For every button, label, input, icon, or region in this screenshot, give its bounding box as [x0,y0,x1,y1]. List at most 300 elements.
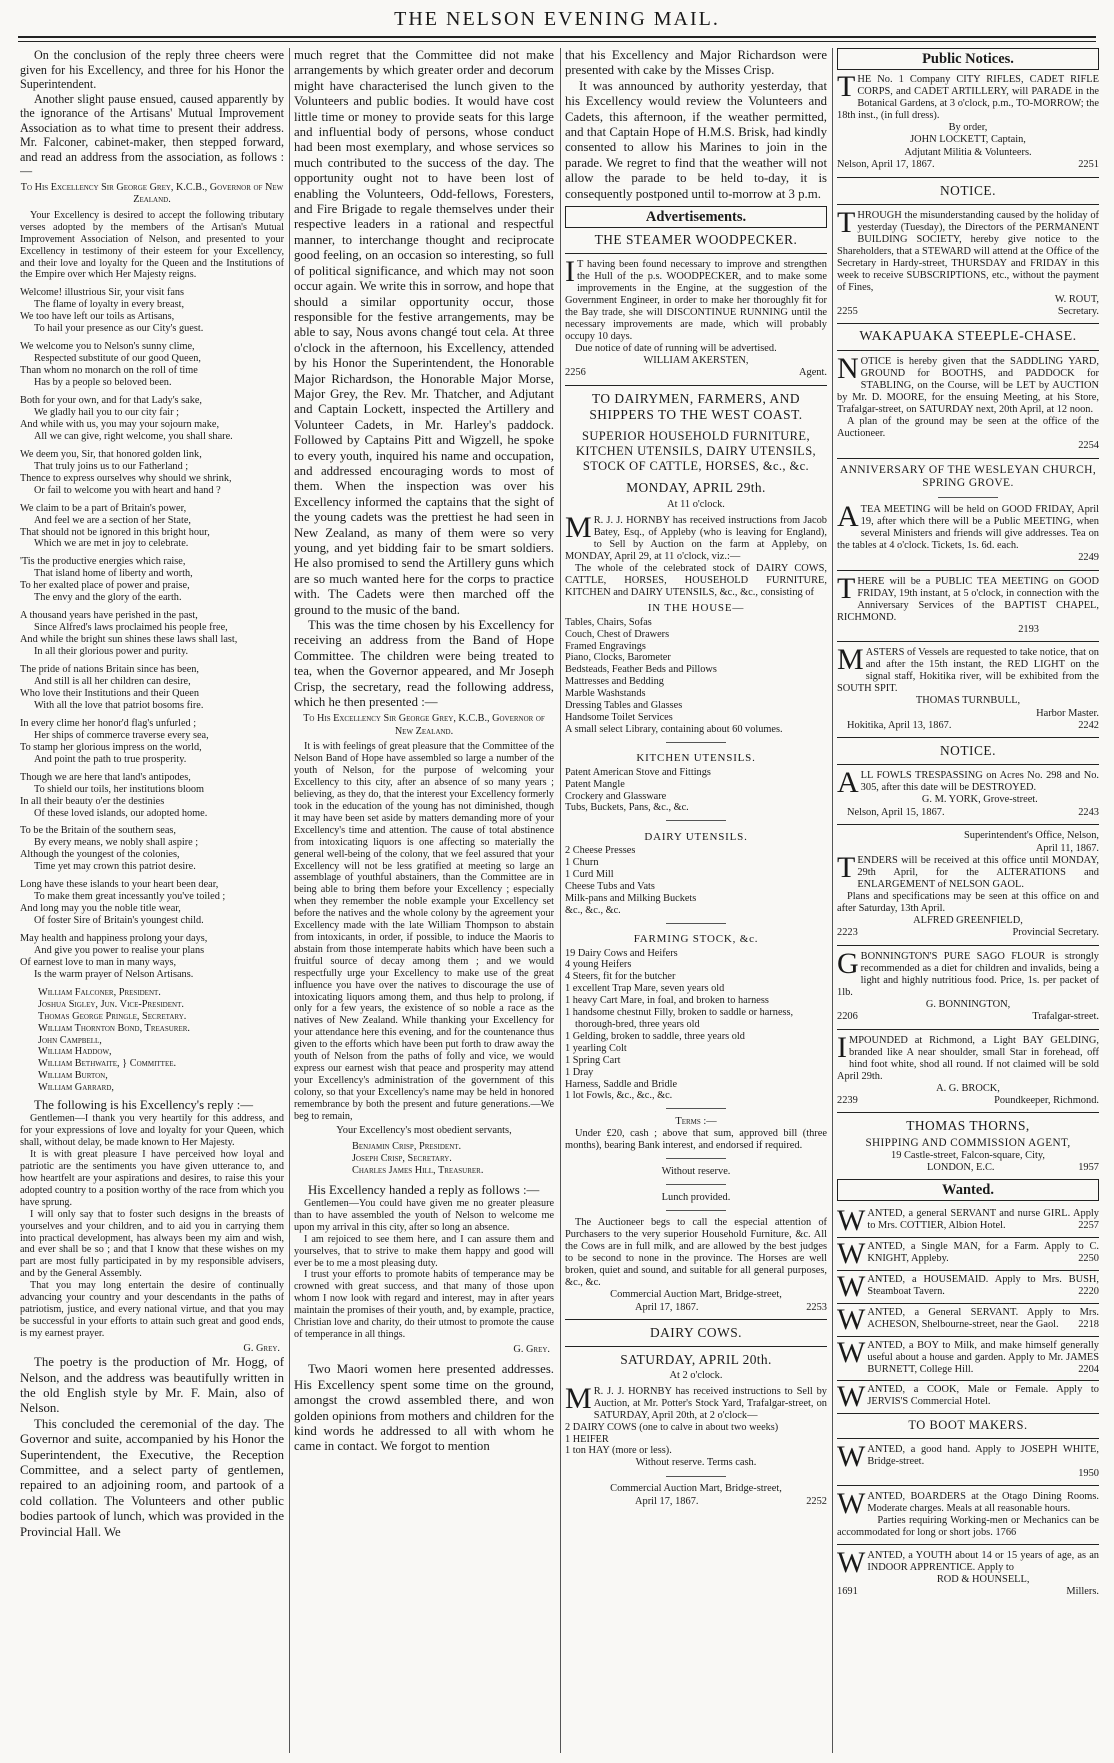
verse-line: That island home of liberty and worth, [34,568,193,580]
ad-role: Harbor Master. [1036,707,1099,719]
column-1 [20,48,284,1753]
rule [837,1029,1099,1030]
ad-title: THOMAS THORNS, [906,1118,1030,1134]
stanza [20,556,284,604]
verse-line: That truly joins us to our Fatherland ; [34,460,189,472]
ad-footer [837,159,1099,171]
column-3 [565,48,827,1753]
ad-footer [565,1496,827,1508]
ad-address: Trafalgar-street. [1032,1011,1099,1023]
ad-number: 2252 [806,1495,827,1507]
ad-date: MONDAY, APRIL 29th. [626,479,766,495]
verse-line: The pride of nations Britain since has been, [20,664,199,676]
ad-text: WANTED, a YOUTH about 14 or 15 years of age, as an INDOOR APPRENTICE. Apply to [837,1546,1099,1580]
ad-office: Superintendent's Office, Nelson, [964,830,1099,842]
signatory: William Falconer, President. [38,986,161,998]
signatory: Joseph Crisp, Secretary. [352,1152,452,1164]
list-item: 4 Steers, fit for the butcher [565,971,676,983]
address-text: Your Excellency is desired to accept the following tributary verses adopted by the members of the Artisan's Mutual Improvement Association of Nelson, and presented to your Excellency in testimony of their esteem for your Excellency, and their love and loyalty for the Queen and the Institutions of the Empire over which Her Majesty reigns. [20,209,284,281]
list-heading: Terms :— [675,1115,717,1127]
ad-time: At 11 o'clock. [667,498,725,510]
verse-line: We gladly hail you to our city fair ; [34,406,180,418]
ad-note: Lunch provided. [661,1191,731,1203]
ad-title: TO BOOT MAKERS. [908,1417,1028,1432]
ad-text: IMPOUNDED at Richmond, a Light BAY GELDING, branded like A near shoulder, small Star in forehead, off hind foot white, shod all round. If not claimed will be sold April 29th. [837,1030,1099,1082]
section-header-advertisements: Advertisements. [565,206,827,228]
ad-signature: G. BONNINGTON, [925,998,1011,1010]
verse-line: The flame of loyalty in every breast, [34,299,185,311]
verse-line: We claim to be a part of Britain's power, [20,502,187,514]
ad-body: ANTED, a HOUSEMAID. Apply to Mrs. BUSH, Steamboat Tavern. [867,1273,1099,1297]
ad-number: 2204 [1078,1363,1099,1375]
ad-text: MASTERS of Vessels are requested to take notice, that on and after the 15th instant, the RED LIGHT on the signal staff, Hokitika river, will be exhibited from the SOUTH SPIT. [837,643,1099,695]
verse-line: To shield our toils, her institutions bloom [34,783,205,795]
verse-line: That should not be ignored in this bright hour, [20,526,210,538]
stanza [20,879,284,927]
verse-line: May health and happiness prolong your days, [20,933,208,945]
ad-text: M R. J. J. HORNBY has received instructions to Sell by Auction, at Mr. Potter's Stock Yard, Trafalgar-street, on SATURDAY, April 20th, at 2 o'clock— [565,1381,827,1421]
list-item: Milk-pans and Milking Buckets [565,892,697,904]
list-item: 1 ton HAY (more or less). [565,1445,672,1457]
rule [565,1319,827,1320]
verse-line: In all their glorious power and purity. [34,646,189,658]
wanted-ad [837,1381,1099,1414]
verse-line: And while the bright sun shines these laws shall last, [20,634,238,646]
signatories [294,1141,554,1177]
ad-role: Agent. [799,367,827,379]
ad-text: THROUGH the misunderstanding caused by the holiday of yesterday (Tuesday), the Directors of the PERMANENT BUILDING SOCIETY, hereby give notice to the Shareholders, that a STEWARD will attend at the Office of the Secretary in Hardy-street, THURSDAY and FRIDAY in this week to receive SUBSCRIPTIONS, etc., without the payment of Fines, [837,205,1099,293]
column-rule [832,48,833,1753]
verse-line: Thence to express ourselves why should we shrink, [20,472,232,484]
masthead: THE NELSON EVENING MAIL. [394,8,720,30]
stanza [20,449,284,497]
ad-role: Secretary. [1057,306,1099,318]
signature: G. Grey. [243,1342,280,1354]
ad-text: WANTED, a good hand. Apply to JOSEPH WHITE, Bridge-street. [837,1439,1099,1473]
closing: Your Excellency's most obedient servants, [336,1125,512,1137]
ad-address: 19 Castle-street, Falcon-square, City, [891,1149,1045,1161]
rule [837,204,1099,205]
ad-text: ALL FOWLS TRESPASSING on Acres No. 298 and No. 305, after this date will be DESTROYED. [837,766,1099,800]
stanza [20,610,284,658]
ad-text: M R. J. J. HORNBY has received instructions from Jacob Batey, Esq., of Appleby (who is leaving for England), to Sell by Auction on the farm at Appleby, on MONDAY, April 29, at 11 o'clock, viz.:— [565,511,827,563]
ad-number: 2220 [1078,1285,1099,1297]
verse-line: And while with us, you may your sojourn make, [20,418,220,430]
ad-subtitle: SUPERIOR HOUSEHOLD FURNITURE, KITCHEN UTENSILS, DAIRY UTENSILS, STOCK OF CATTLE, HORSES, &c., &c. [575,428,817,473]
list-item: Couch, Chest of Drawers [565,628,670,640]
list-item: Handsome Toilet Services [565,711,673,723]
verse-line: We deem you, Sir, that honored golden link, [20,448,202,460]
paragraph: much regret that the Committee did not make arrangements by which greater order and decorum might have characterised the lunch given to the Volunteers and public bodies. It would have cost little time or money to provide seats for this large and influential body of persons, whose conduct had been most exemplary, and whose services so much contributed to the success of the day. The opportunity ought not to have been lost of enabling the Volunteers, Odd-fellows, Foresters, and Fire Brigade to regale themselves under their respective leaders in a rational and respectful manner, to interchange thought and reciprocate good feeling, on an occasion so interesting, so full of political significance, and which may not soon occur again. We write this in sorrow, and hope that should a similar opportunity occur, those responsible for the festive arrangements, may be able to say, Nous avons changé tout cela. At three o'clock in the afternoon, his Excellency, attended by his Honor the Superintendent, the Honorable Major Richardson, the Honorable Major Morse, Major Grey, the Rev. Mr. Thatcher, and Adjutant and Captain Lockett, inspected the Artillery and Volunteer Cadets, in Mr. Harley's paddock. Followed by Captains Pitt and Wigzell, he spoke to every youth, inquired his name and occupation, and addressed encouraging words to most of them. When the inspection was over his Excellency informed the captains that the sight of the young cadets was the prettiest he had seen in New Zealand, as many of them were so very young, and yet bidding fair to be smart soldiers. He also promised to send the Artillery guns which are so much wanted here for the corps to practice with. The Cadets were then marched off the ground to the music of the band. [294,48,554,617]
list-item: 1 Curd Mill [565,869,614,881]
list-item: 2 DAIRY COWS (one to calve in about two weeks) [565,1421,779,1433]
ad-number: 2243 [1078,806,1099,818]
verse-line: In every clime her honor'd flag's unfurled ; [20,717,197,729]
verse-line: Time yet may crown this patriot desire. [34,861,196,873]
verse-line: In all their beauty o'er the destinies [20,795,165,807]
list-item: 1 heavy Cart Mare, in foal, and broken to harness [565,995,769,1007]
verse-line: Since Alfred's laws proclaimed his people free, [34,622,228,634]
verse-line: With all the love that patriot bosoms fire. [34,699,204,711]
list-heading: IN THE HOUSE— [647,602,745,615]
list-item: Crockery and Glassware [565,790,667,802]
reply-paragraph: I will only say that to foster such designs in the breasts of yourselves and your children, and to aid you in carrying them into practical development, has always been my aim and wish, and ever shall be so ; and that I know that these wishes on my part are most fully participated in by my responsible advisers, and by the General Assembly. [20,1208,284,1280]
verse-line: And long may you the noble title wear, [20,903,181,915]
verse-line: And feel we are a section of her State, [34,514,191,526]
ad-footer [837,1162,1099,1174]
rule [837,570,1099,571]
verse-line: Has by a people so beloved been. [34,377,172,389]
ad-role: Provincial Secretary. [1012,927,1099,939]
reply-paragraph: Gentlemen—I thank you very heartily for this address, and for your expressions of love and loyalty for your Queen, which shall, without delay, be made known to Her Majesty. [20,1113,284,1149]
list-item: Framed Engravings [565,640,646,652]
ad-footer [837,1586,1099,1598]
item-list [565,1422,827,1458]
list-item: 1 HEIFER [565,1433,609,1445]
ad-note: Without reserve. [661,1165,731,1177]
ad-text: TENDERS will be received at this office until MONDAY, 29th April, for the ALTERATIONS and ENLARGEMENT of NELSON GAOL. [837,850,1099,890]
ad-signature: JOHN LOCKETT, Captain, [910,134,1026,146]
rule [565,1102,827,1115]
rule [837,491,1099,504]
list-item: 19 Dairy Cows and Heifers [565,947,678,959]
ad-signature: ROD & HOUNSELL, [936,1574,1030,1586]
paragraph: Two Maori women here presented addresses. His Excellency spent some time on the ground, amongst the crowd assembled there, and won golden opinions from mothers and children for the kind words he addressed to all with whom he came in contact. We forgot to mention [294,1362,554,1454]
verse-line: Although the youngest of the colonies, [20,849,180,861]
list-item: Cheese Tubs and Vats [565,880,655,892]
verse-line: And give you power to realise your plans [34,945,205,957]
reply-paragraph: I am rejoiced to see them here, and I can assure them and yourselves, that to strive to make them happy and good will ever be to me a most pleasing duty. [294,1233,554,1269]
verse-line: Respected substitute of our good Queen, [34,353,202,365]
verse-line: Of these loved islands, our adopted home. [34,807,208,819]
ad-footer [837,306,1099,318]
ad-title: NOTICE. [940,182,996,198]
ad-body: ANTED, a general SERVANT and nurse GIRL. Apply to Mrs. COTTIER, Albion Hotel. [867,1207,1099,1231]
verse-line: Is the warm prayer of Nelson Artisans. [34,968,194,980]
list-item: 1 Churn [565,857,599,869]
ad-signature: WILLIAM AKERSTEN, [643,355,749,367]
paragraph: His Excellency handed a reply as follows :— [308,1182,540,1197]
ad-number: 2256 [565,367,586,379]
ad-number: 2253 [806,1301,827,1313]
wanted-ad [837,1238,1099,1271]
reply-paragraph: It is with great pleasure I have perceived how loyal and patriotic are the sentiments you have given utterance to, and how heartfelt are your aspirations and desires, to raise this your adopted country to a position worthy of the race from which you have sprung. [20,1149,284,1208]
ad-text: ATEA MEETING will be held on GOOD FRIDAY, April 19, after which there will be a Public MEETING, when several Ministers and friends will give addresses. Tea on the tables at 4 o'clock. Tickets, 1s. 6d. each. [837,500,1099,552]
signatory: William Garrard, [38,1082,114,1094]
ad-footer [837,1095,1099,1107]
paragraph: It was announced by authority yesterday, that his Excellency would review the Volunteers and Cadets, this afternoon, if the weather permitted, and that Captain Hope of H.M.S. Brisk, had kindly consented to allow his Marines to join in the parade. We regret to find that the weather will not allow the parade to be held to-day, it is consequently postponed until to-morrow at 3 p.m. [565,78,827,201]
ad-number: 2255 [837,306,858,318]
list-heading: DAIRY UTENSILS. [644,830,748,843]
signature: G. Grey. [513,1343,550,1355]
verse-line: To her exalted place of power and praise, [20,580,190,592]
ad-place: Nelson, April 15, 1867. [847,806,945,818]
ad-role: Millers. [1066,1586,1099,1598]
ad-signature: W. ROUT, [1054,293,1099,305]
ad-body: ANTED, a Single MAN, for a Farm. Apply to C. KNIGHT, Appleby. [867,1240,1099,1264]
ad-text: I T having been found necessary to improve and strengthen the Hull of the p.s. WOODPECKER, and to make some improvements in the Engine, at the suggestion of the Government Engineer, in order to make her thoroughly fit for the Bay trade, she will DISCONTINUE RUNNING until the necessary improvements are made, which will probably occupy 10 days. [565,255,827,343]
ad-number: 2193 [1018,623,1039,635]
list-item: 4 young Heifers [565,959,632,971]
ad-date: April 17, 1867. [635,1495,699,1507]
signatory: William Thornton Bond, Treasurer. [38,1022,190,1034]
rule [565,814,827,827]
rule [565,917,827,930]
stanza [20,933,284,981]
column-rule [560,48,561,1753]
verse-line: Welcome! illustrious Sir, your visit fans [20,287,185,299]
column-rule [289,48,290,1753]
reply-paragraph: That you may long entertain the desire of continually advancing your country and your descendants in the paths of patriotism, justice, and every national virtue, and that you may be successful in your efforts to attain such great and good ends, is my earnest prayer. [20,1280,284,1339]
ad-signature: ALFRED GREENFIELD, [913,914,1023,926]
address-heading: To His Excellency Sir George Grey, K.C.B., Governor of New Zealand. [20,181,284,206]
rule [837,641,1099,642]
verse-line: Though we are here that land's antipodes, [20,771,191,783]
ad-text: Plans and specifications may be seen at this office on and after Saturday, 13th April. [837,890,1099,914]
list-item: 1 excellent Trap Mare, seven years old [565,983,725,995]
verse-line: We welcome you to Nelson's sunny clime, [20,341,195,353]
stanza [20,287,284,335]
ad-number: 1766 [995,1527,1017,1539]
paragraph: This concluded the ceremonial of the day. The Governor and suite, accompanied by his Honor the Superintendent, the Executive, the Reception Committee, and a select party of gentlemen, repaired to an adjoining room, and partook of a cold collation. The Volunteers and other public bodies partook of lunch, which was provided in the Provincial Hall. We [20,1416,284,1539]
rule [837,945,1099,946]
list-item: 1 Dray [565,1066,594,1078]
ad-body: ANTED, a General SERVANT. Apply to Mrs. ACHESON, Shelbourne-street, near the Gaol. [867,1306,1099,1330]
reply-paragraph: I trust your efforts to promote habits of temperance may be crowned with great success, and that many of those upon whom I now look with regard and interest, may in after years maintain the promises of their youth, and, by example, practice, Christian love and charity, do their utmost to promote the cause of temperance in all things. [294,1269,554,1340]
paragraph: that his Excellency and Major Richardson were presented with cake by the Misses Crisp. [565,48,827,78]
verse-line: A thousand years have perished in the past, [20,610,198,622]
stanza [20,718,284,766]
ad-place: Nelson, April 17, 1867. [837,159,935,171]
ad-text: The whole of the celebrated stock of DAIRY COWS, CATTLE, HORSES, HOUSEHOLD FURNITURE, KITCHEN and DAIRY UTENSILS, &c., &c., consisting of [565,563,827,599]
rule [837,1438,1099,1439]
verse-line: To hail your presence as our City's guest. [34,323,204,335]
ad-number: 2223 [837,927,858,939]
ad-text: A plan of the ground may be seen at the office of the Auctioneer. [837,416,1099,440]
list-item: 1 yearling Colt [565,1042,627,1054]
ad-footer [837,807,1099,819]
rule [837,1112,1099,1113]
list-item: 2 Cheese Presses [565,845,636,857]
signatory: John Campbell, [38,1034,102,1046]
ad-text: Due notice of date of running will be advertised. [575,343,777,355]
ad-note: By order, [948,122,988,133]
ad-city: LONDON, E.C. [927,1162,995,1174]
verse-line: Or fail to welcome you with heart and hand ? [34,484,221,496]
rule [837,737,1099,738]
verse-line: Of foster Sire of Britain's youngest child. [34,915,204,927]
ad-text: Parties requiring Working-men or Mechanics can be accommodated for long or short jobs. 1766 [837,1515,1099,1539]
item-list [565,767,827,815]
ad-date: April 17, 1867. [635,1301,699,1313]
rule [565,736,827,749]
ad-number: 2206 [837,1011,858,1023]
ad-number: 1950 [1078,1467,1099,1479]
paragraph: This was the time chosen by his Excellency for receiving an address from the Band of Hope Committee. The children were being treated to tea, when the Governor appeared, and Mr Joseph Crisp, the secretary, read the following address, which he then presented :— [294,618,554,710]
rule [837,1485,1099,1486]
paragraph: The poetry is the production of Mr. Hogg, of Nelson, and the address was beautifully written in the old English style by Mr. F. Main, also of Nelson. [20,1355,284,1416]
rule [565,253,827,254]
ad-text: WANTED, a general SERVANT and nurse GIRL. Apply to Mrs. COTTIER, Albion Hotel. 2257 [837,1203,1099,1237]
reply-text [20,1113,284,1339]
address-heading: To His Excellency Sir George Grey, K.C.B., Governor of New Zealand. [303,713,545,737]
signatory: William Bethwaite, } Committee. [38,1058,177,1070]
rule [837,177,1099,178]
list-item: Marble Washstands [565,688,646,700]
ad-footer [837,1011,1099,1023]
ad-text: WANTED, a General SERVANT. Apply to Mrs. ACHESON, Shelbourne-street, near the Gaol. 2218 [837,1302,1099,1336]
masthead-rule [18,36,1096,42]
address-paragraph: It is with feelings of great pleasure that the Committee of the Nelson Band of Hope have assembled so large a number of the youth of Nelson, for the purpose of welcoming your Excellency to this city, after an absence of so many years ; believing, as they do, that the interest your Excellency formerly took in the education of the young has not diminished, though it may have been set aside by matters demanding more of your Excellency's time and attention. The cause of total abstinence from intoxicating liquors is one affecting so materially the general well-being of the colony, that we feel assured that your Excellency will not be less gratified at meeting so large an assemblage of youthful abstainers, than the Committee are in being able to bring them before your Excellency ; especially when they remember the noble example your Excellency set before the natives and the whole colony by the agreement your Excellency made with the late William Thompson to abstain from intoxicants, in order, if possible, to induce the Maoris to abstain from those intemperate habits which have been such a fruitful source of decay among them ; and we would respectfully urge your Excellency to make use of the great influence you have over the natives to discourage the use of intoxicating liquors among them, and thus help to prolong, if only for a few years, the existence of so noble a race as the natives of New Zealand. While thanking your Excellency for your attendance here this evening, and for the countenance thus given to the efforts which have been put forth to draw away the youth of Nelson from the paths of folly and vice, we would express our earnest wish that peace and prosperity may attend your Excellency's administration of the government of this colony, so that your Excellency's name may be held in honored remembrance by both the present and future generations.—We beg to remain, [294,741,554,1122]
ad-title: TO DAIRYMEN, FARMERS, AND SHIPPERS TO THE WEST COAST. [589,390,803,422]
paragraph: On the conclusion of the reply three cheers were given for his Excellency, and three for his Honor the Superintendent. [20,48,284,92]
ad-title: DAIRY COWS. [649,1325,743,1341]
ad-time: At 2 o'clock. [669,1370,723,1382]
list-item: Harness, Saddle and Bridle [565,1078,678,1090]
ad-place: Hokitika, April 13, 1867. [847,719,952,731]
ad-subtitle: SHIPPING AND COMMISSION AGENT, [865,1137,1071,1150]
verse-line: To stamp her glorious impress on the world, [20,741,202,753]
list-item: 1 Spring Cart [565,1054,621,1066]
list-item: 1 lot Fowls, &c., &c., &c. [565,1090,673,1102]
ad-body: ANTED, a BOY to Milk, and make himself generally useful about a house and garden. Apply to Mr. JAMES BURNETT, College Hill. [867,1339,1099,1375]
list-item: Piano, Clocks, Barometer [565,652,671,664]
signatory: Thomas George Pringle, Secretary. [38,1010,187,1022]
item-list [565,845,827,916]
rule [565,1152,827,1165]
verse-line: To be the Britain of the southern seas, [20,825,176,837]
verse-line: Her ships of commerce traverse every sea, [34,729,209,741]
verse-line: The envy and the glory of the earth. [34,592,182,604]
verse-line: And point the path to true prosperity. [34,753,187,765]
list-item: Tables, Chairs, Sofas [565,616,652,628]
ad-number: 2257 [1078,1219,1099,1231]
ad-footer [565,367,827,379]
reply-paragraph: Gentlemen—You could have given me no greater pleasure than to have assembled the youth of Nelson to welcome me upon my arrival in this city, after so long an absence. [294,1198,554,1233]
verse-line: Which we are met in joy to celebrate. [34,538,189,550]
wanted-ad [837,1205,1099,1238]
stanza [20,825,284,873]
ad-note: Without reserve. Terms cash. [635,1457,757,1469]
rule [837,1544,1099,1545]
signatory: William Burton, [38,1070,108,1082]
verse-line: By every means, we nobly shall aspire ; [34,837,199,849]
list-item: Patent Mangle [565,778,625,790]
list-item: Tubs, Buckets, Pans, &c., &c. [565,802,689,814]
stanza [20,503,284,551]
verse-line: And still is all her children can desire, [34,676,191,687]
verse-line: Both for your own, and for that Lady's sake, [20,394,203,406]
list-item: 1 handsome chestnut Filly, broken to saddle or harness, thorough-bred, three years old [565,1007,794,1031]
ad-number: 2249 [1078,552,1099,564]
list-item: Mattresses and Bedding [565,676,664,688]
ad-text: Under £20, cash ; above that sum, approved bill (three months), bearing Bank interest, and endorsed if required. [565,1128,827,1152]
section-header-wanted: Wanted. [837,1179,1099,1201]
wanted-list [837,1205,1099,1414]
ad-number: 1691 [837,1586,858,1598]
signatories [20,987,284,1094]
rule [565,1346,827,1347]
poem [20,287,284,981]
verse-line: Long have these islands to your heart been dear, [20,879,219,891]
signatory: Benjamin Crisp, President. [352,1140,462,1152]
wanted-ad [837,1304,1099,1337]
stanza [20,395,284,443]
ad-number: 2218 [1078,1318,1099,1330]
signatory: Charles James Hill, Treasurer. [352,1164,484,1176]
ad-number: 2242 [1078,719,1099,731]
ad-number: 2251 [1078,159,1099,171]
ad-body: ANTED, a COOK, Male or Female. Apply to JERVIS'S Commercial Hotel. [867,1383,1099,1407]
ad-title: WAKAPUAKA STEEPLE-CHASE. [859,329,1077,345]
ad-text: THE No. 1 Company CITY RIFLES, CADET RIFLE CORPS, and CADET ARTILLERY, will PARADE in the Botanical Gardens, at 3 o'clock, p.m., TO-MORROW; the 18th inst., (in full dress). [837,70,1099,121]
ad-address: Commercial Auction Mart, Bridge-street, [610,1483,782,1495]
verse-line: All we can give, right welcome, you shall share. [34,430,233,442]
ad-date: April 11, 1867. [1035,842,1099,854]
rule [837,764,1099,765]
rule [837,458,1099,459]
ad-title: ANNIVERSARY OF THE WESLEYAN CHURCH, SPRING GROVE. [839,463,1097,490]
verse-line: We too have left our toils as Artisans, [20,311,175,323]
verse-line: 'Tis the productive energies which raise, [20,556,186,568]
list-item: Patent American Stove and Fittings [565,766,711,778]
ad-text: THERE will be a PUBLIC TEA MEETING on GOOD FRIDAY, 19th instant, at 5 o'clock, in connection with the Anniversary Services of the BAPTIST CHAPEL, RICHMOND. [837,571,1099,623]
ad-date: SATURDAY, APRIL 20th. [620,1352,772,1368]
ad-role: Adjutant Militia & Volunteers. [904,146,1032,158]
rule [837,350,1099,351]
wanted-ad [837,1271,1099,1304]
rule [837,323,1099,324]
list-item: 1 Gelding, broken to saddle, three years old [565,1030,745,1042]
verse-line: Than whom no monarch on the roll of time [20,365,198,377]
ad-number: 2250 [1078,1252,1099,1264]
ad-footer [565,1302,827,1314]
ad-footer [837,720,1099,732]
list-item: A small select Library, containing about 60 volumes. [565,723,783,735]
reply-text [294,1198,554,1341]
stanza [20,772,284,820]
ad-text: NOTICE is hereby given that the SADDLING YARD, GROUND for BOOTHS, and PADDOCK for STABLING, on the Course, will be LET by AUCTION by Mr. D. MOORE, for the ensuing Meeting, at his Store, Trafalgar-street, on SATURDAY next, 20th April, at 12 noon. [837,352,1099,416]
rule [837,824,1099,825]
rule [565,1204,827,1217]
verse-line: Of earnest love to man in many ways, [20,957,177,969]
ad-role: Poundkeeper, Richmond. [994,1094,1099,1106]
paragraph: Another slight pause ensued, caused apparently by the ignorance of the Artisans' Mutual Improvement Association as to what time to present their address. Mr. Falconer, cabinet-maker, then stepped forward, and read an address from the association, as follows :— [20,91,284,179]
ad-signature: G. M. YORK, Grove-street. [921,794,1038,806]
ad-signature: A. G. BROCK, [936,1082,1000,1094]
signatory: Joshua Sigley, Jun. Vice-President. [38,998,184,1010]
stanza [20,664,284,712]
list-item: Dressing Tables and Glasses [565,700,683,712]
ad-address: Commercial Auction Mart, Bridge-street, [610,1289,782,1301]
ad-text: WANTED, a HOUSEMAID. Apply to Mrs. BUSH, Steamboat Tavern. 2220 [837,1269,1099,1303]
wanted-ad [837,1337,1099,1381]
ad-text: The Auctioneer begs to call the especial attention of Purchasers to the very superior Household Furniture, &c. All the Cows are in full milk, and are allowed by the best judges to be second to none in the province. The Horses are well broken, quiet and sound, and suitable for all general purposes, &c., &c. [565,1217,827,1289]
ad-signature: THOMAS TURNBULL, [915,695,1021,707]
verse-line: Who love their Institutions and their Queen [20,687,200,699]
column-4 [837,48,1099,1753]
ad-number: 1957 [1078,1162,1099,1174]
stanza [20,341,284,389]
ad-text: WANTED, BOARDERS at the Otago Dining Rooms. Moderate charges. Meals at all reasonable hours. [837,1487,1099,1521]
ad-text: WANTED, a Single MAN, for a Farm. Apply to C. KNIGHT, Appleby. 2250 [837,1236,1099,1270]
signatory: William Haddow, [38,1046,112,1058]
item-list [565,617,827,736]
address-text [294,741,554,1122]
ad-text: GBONNINGTON'S PURE SAGO FLOUR is strongly recommended as a diet for children and invalids, being a light and highly nutritious food. Price, 1s. per packet of 1lb. [837,946,1099,998]
ad-title: THE STEAMER WOODPECKER. [594,232,798,248]
rule [565,1470,827,1483]
